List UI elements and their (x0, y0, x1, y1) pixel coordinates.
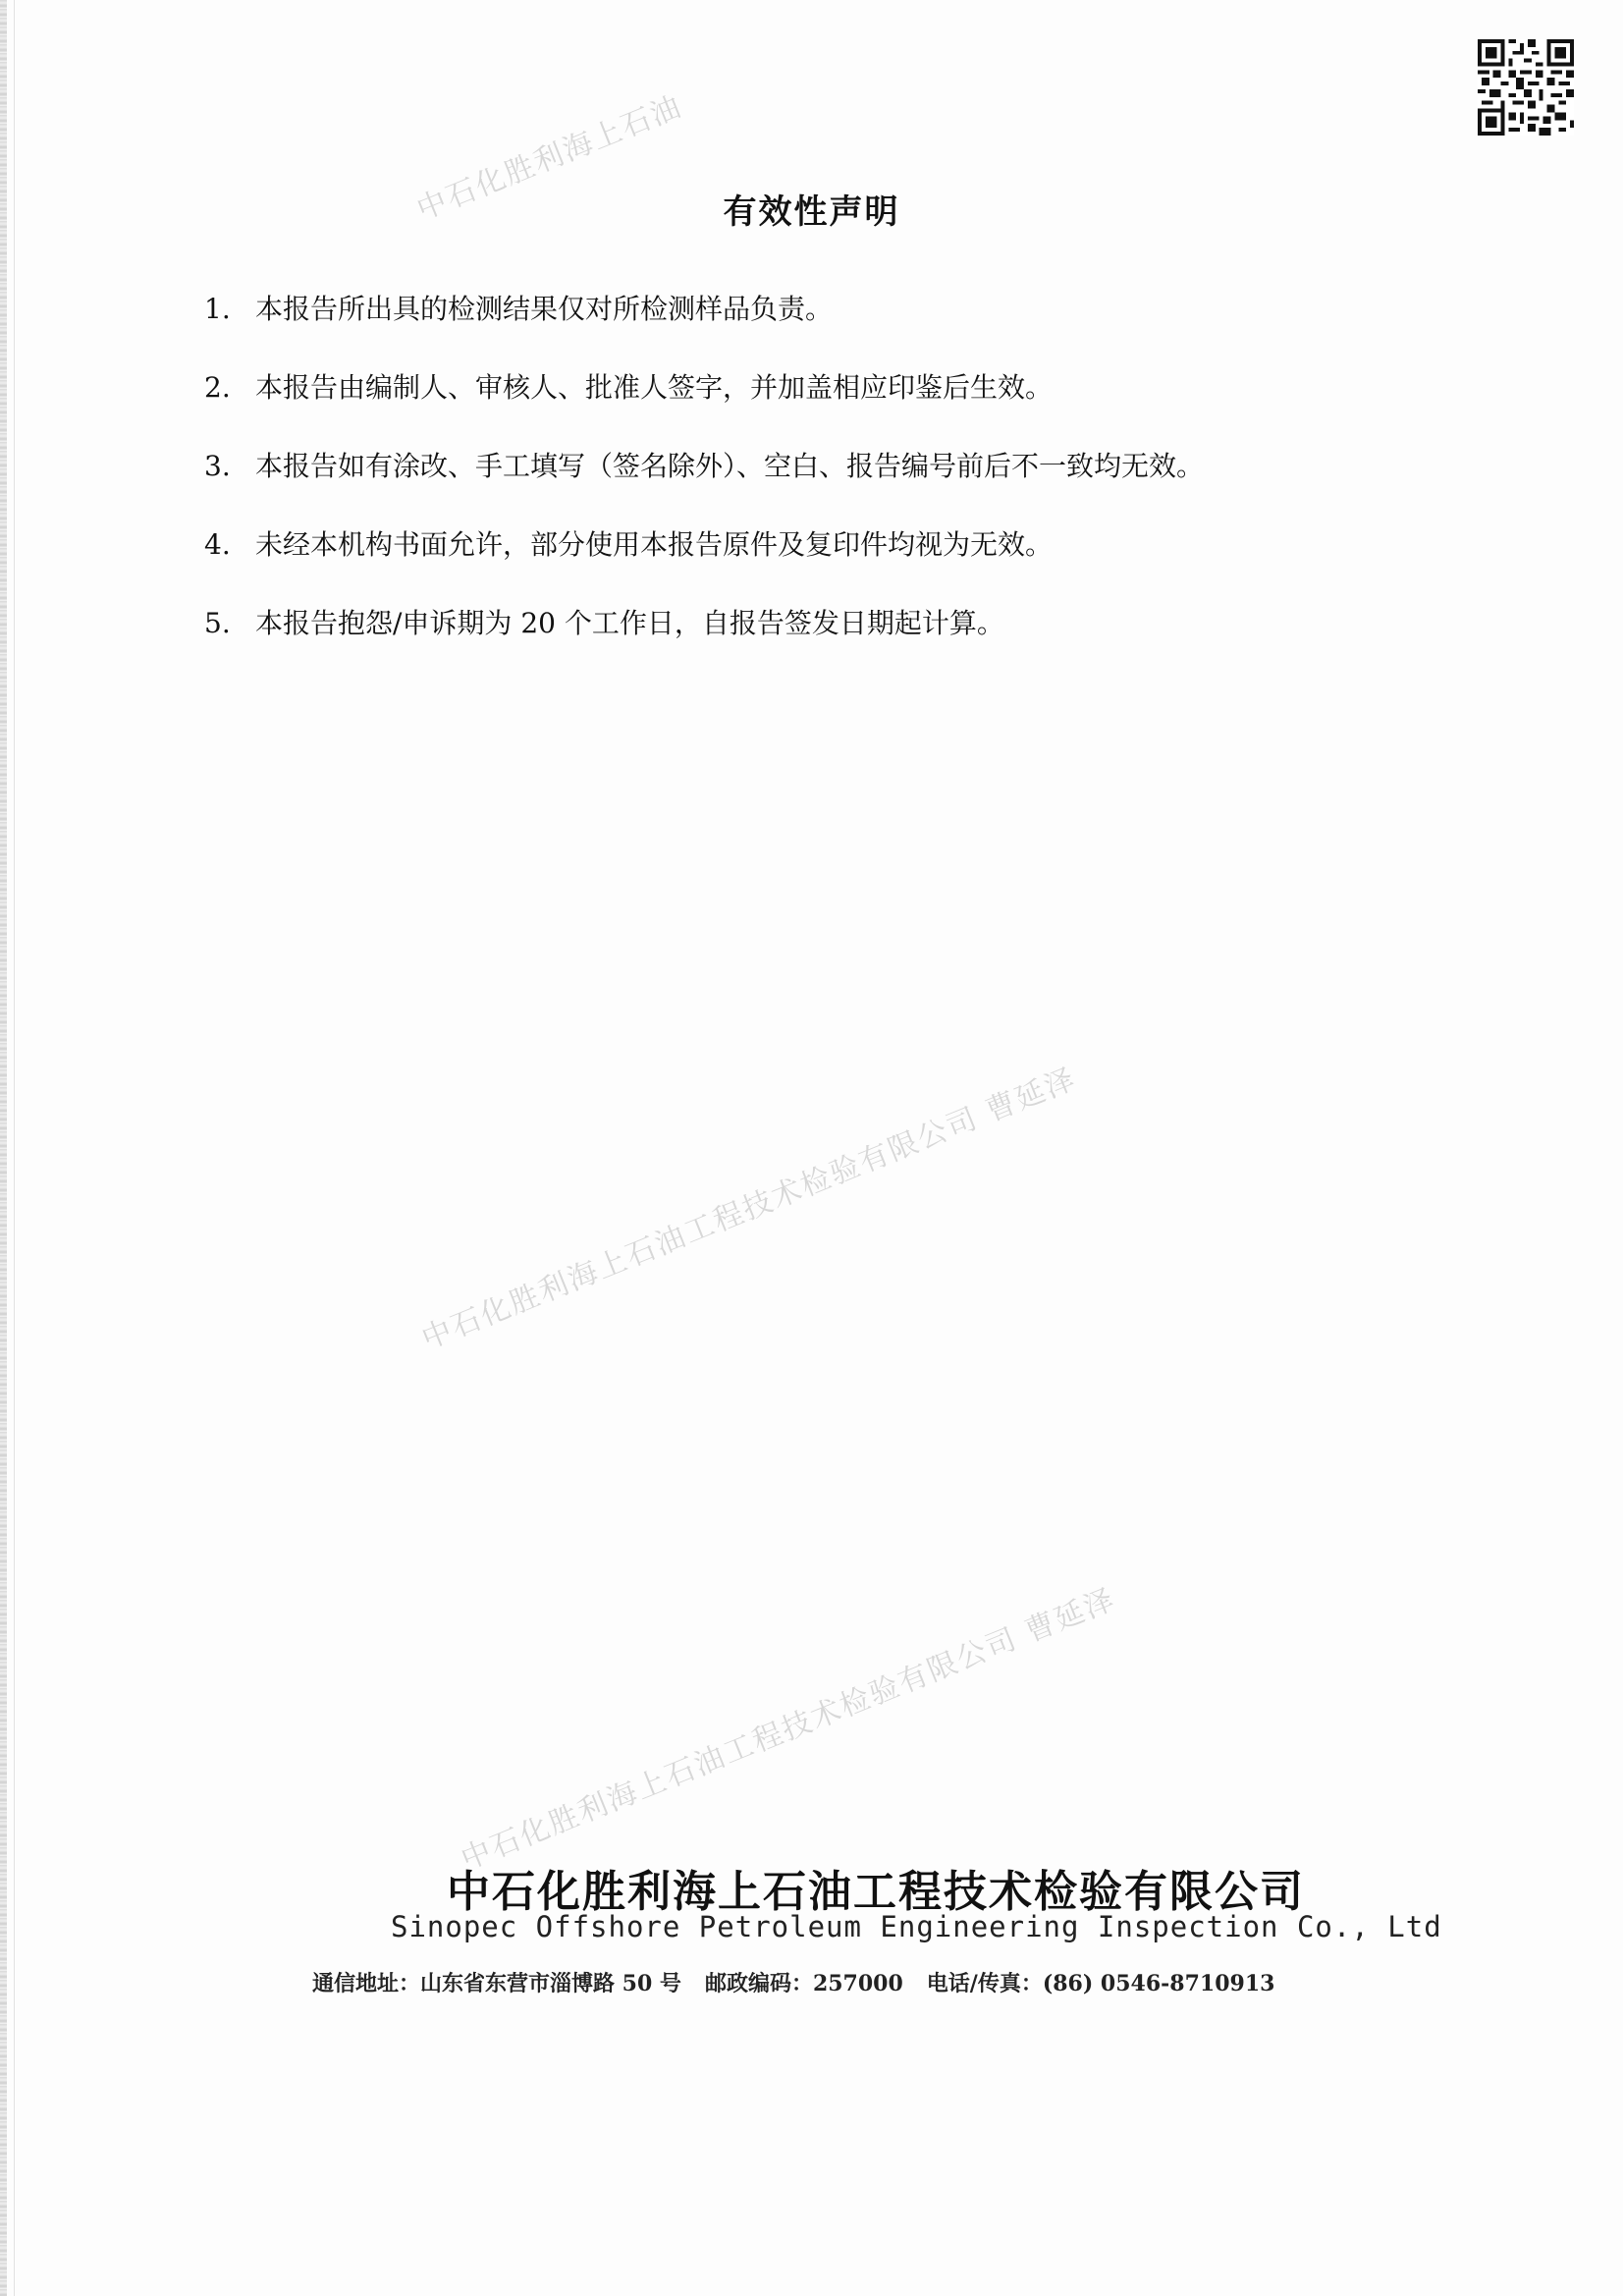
statement-number: 2. (204, 371, 231, 404)
statement-text: 本报告由编制人、审核人、批准人签字，并加盖相应印鉴后生效。 (255, 371, 1054, 404)
statement-number: 4. (204, 528, 231, 561)
statement-text: 本报告如有涂改、手工填写（签名除外）、空白、报告编号前后不一致均无效。 (255, 450, 1205, 482)
statement-list (204, 290, 1481, 683)
watermark: 中石化胜利海上石油 (411, 89, 687, 228)
statement-text: 未经本机构书面允许，部分使用本报告原件及复印件均视为无效。 (255, 528, 1054, 561)
list-item (204, 447, 1481, 525)
company-name-en: Sinopec Offshore Petroleum Engineering Inspection Co., Ltd (391, 1910, 1442, 1943)
phone-text: 电话/传真：(86) 0546-8710913 (926, 1971, 1275, 1996)
statement-text: 本报告抱怨/申诉期为 20 个工作日，自报告签发日期起计算。 (255, 607, 1004, 639)
contact-info (312, 1967, 1274, 1997)
qr-code-icon (1478, 39, 1574, 136)
scan-edge-line (14, 0, 15, 2296)
scan-edge (0, 0, 7, 2296)
list-item (204, 525, 1481, 604)
statement-number: 3. (204, 450, 231, 482)
address-text: 通信地址：山东省东营市淄博路 50 号 (312, 1971, 681, 1996)
company-name-cn: 中石化胜利海上石油工程技术检验有限公司 (447, 1867, 1305, 1917)
statement-text: 本报告所出具的检测结果仅对所检测样品负责。 (255, 293, 834, 325)
list-item (204, 368, 1481, 447)
postcode-text: 邮政编码：257000 (704, 1971, 903, 1996)
watermark: 中石化胜利海上石油工程技术检验有限公司 曹延泽 (456, 1581, 1121, 1878)
page-title: 有效性声明 (723, 192, 900, 232)
statement-number: 1. (204, 293, 231, 325)
list-item (204, 604, 1481, 683)
statement-number: 5. (204, 607, 231, 639)
watermark: 中石化胜利海上石油工程技术检验有限公司 曹延泽 (416, 1061, 1082, 1357)
list-item (204, 290, 1481, 368)
